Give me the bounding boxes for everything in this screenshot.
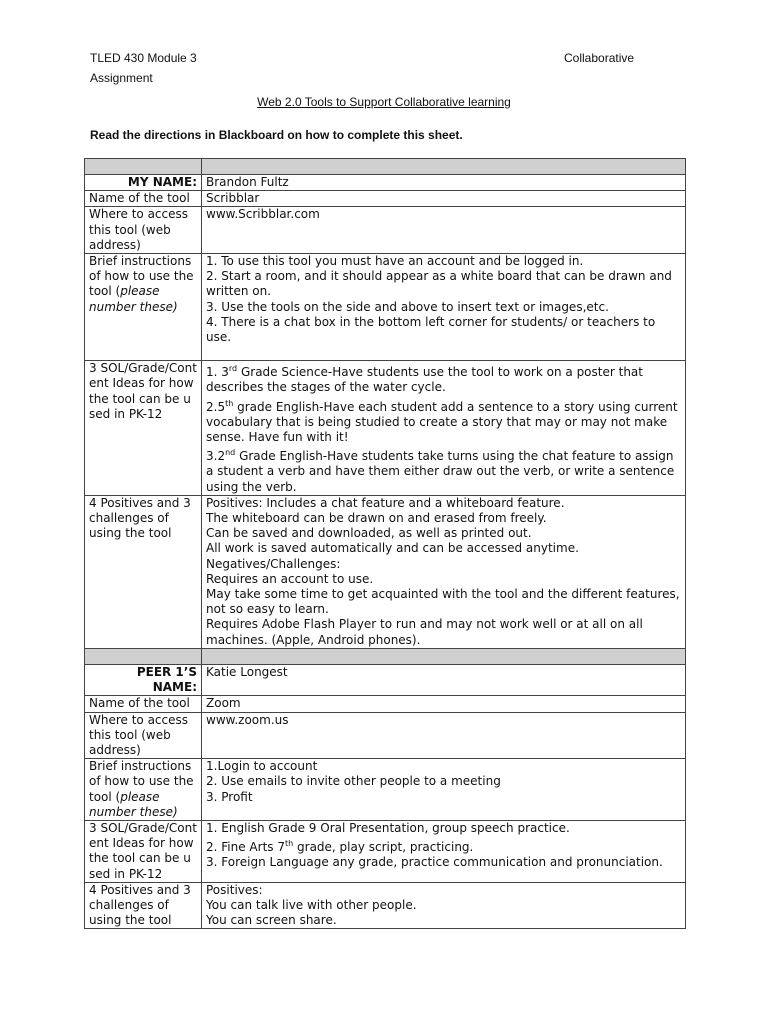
where-label: Where to access this tool (web address) [85, 207, 202, 254]
where-value: www.Scribblar.com [202, 207, 686, 254]
header-course [90, 48, 197, 88]
row-my-name [85, 175, 686, 191]
row-peer1-sol [85, 820, 686, 882]
peer1-tool-value: Zoom [202, 696, 686, 712]
positive-line: You can talk live with other people. [206, 897, 417, 912]
my-name-label: MY NAME: [85, 175, 202, 191]
row-peer1-where [85, 712, 686, 759]
instruction-line: 1.Login to account [206, 759, 318, 774]
header-assignment-type: Collaborative [564, 51, 635, 65]
sol-line: 1. 3rd Grade Science-Have students use the tool to work on a poster that describes the stages of the water cycle. [206, 364, 643, 395]
positives-label: 4 Positives and 3 challenges of using the tool [85, 495, 202, 648]
header-course-line2: Assignment [90, 71, 153, 85]
peer1-instructions-value [202, 759, 686, 821]
positive-line: Requires Adobe Flash Player to run and may not work well or at all on all machines. (Apple, Android phones). [206, 617, 643, 647]
row-where [85, 207, 686, 254]
row-peer1-positives [85, 882, 686, 929]
instruction-line: 2. Use emails to invite other people to a meeting [206, 774, 501, 789]
sol-line: 3.2nd Grade English-Have students take turns using the chat feature to assign a student a verb and have them either draw out the verb, or write a sentence using the verb. [206, 448, 675, 494]
peer1-name-value: Katie Longest [202, 664, 686, 695]
sol-label: 3 SOL/Grade/Content Ideas for how the tool can be used in PK-12 [85, 820, 202, 882]
positives-value [202, 495, 686, 648]
section-divider [85, 159, 686, 175]
positive-line: The whiteboard can be drawn on and erased from freely. [206, 511, 547, 526]
instruction-line: 1. To use this tool you must have an account and be logged in. [206, 254, 584, 269]
instruction-line: 4. There is a chat box in the bottom left corner for students/ or teachers to use. [206, 314, 656, 345]
instructions-value [202, 254, 686, 361]
row-peer1-name [85, 664, 686, 695]
row-instructions [85, 254, 686, 361]
instruction-line: 2. Start a room, and it should appear as a white board that can be drawn and written on. [206, 269, 672, 299]
peer1-where-value: www.zoom.us [202, 712, 686, 759]
peer1-name-label: PEER 1’S NAME: [85, 664, 202, 695]
document-title [0, 95, 768, 109]
positive-line: Positives: Includes a chat feature and a whiteboard feature. [206, 495, 565, 510]
peer1-positives-value [202, 882, 686, 929]
directions-text: Read the directions in Blackboard on how to complete this sheet. [90, 128, 463, 142]
tool-name-label: Name of the tool [85, 696, 202, 712]
sol-line: 3. Foreign Language any grade, practice communication and pronunciation. [206, 855, 663, 870]
positives-label: 4 Positives and 3 challenges of using the tool [85, 882, 202, 929]
row-peer1-tool-name [85, 696, 686, 712]
tool-name-value: Scribblar [202, 191, 686, 207]
instructions-label: Brief instructions of how to use the tool (please number these) [85, 759, 202, 821]
instruction-line: 3. Use the tools on the side and above to insert text or images,etc. [206, 299, 609, 314]
positive-line: Negatives/Challenges: [206, 556, 341, 571]
row-positives [85, 495, 686, 648]
tool-table [84, 158, 686, 929]
row-tool-name [85, 191, 686, 207]
sol-line: 1. English Grade 9 Oral Presentation, group speech practice. [206, 820, 570, 835]
where-label: Where to access this tool (web address) [85, 712, 202, 759]
sol-value [202, 361, 686, 496]
peer1-sol-value [202, 820, 686, 882]
sol-label: 3 SOL/Grade/Content Ideas for how the tool can be used in PK-12 [85, 361, 202, 496]
sol-line: 2. Fine Arts 7th grade, play script, practicing. [206, 839, 474, 855]
row-sol [85, 361, 686, 496]
section-divider [85, 648, 686, 664]
positive-line: Can be saved and downloaded, as well as printed out. [206, 526, 532, 541]
instructions-label: Brief instructions of how to use the tool (please number these) [85, 254, 202, 361]
positive-line: Requires an account to use. [206, 571, 374, 586]
positive-line: May take some time to get acquainted with the tool and the different features, not so easy to learn. [206, 587, 680, 617]
positive-line: Positives: [206, 882, 263, 897]
positive-line: You can screen share. [206, 913, 337, 928]
sol-line: 2.5th grade English-Have each student add a sentence to a story using current vocabulary that is being studied to create a story that may or may not make sense. Have fun with it! [206, 398, 678, 445]
header-course-line1: TLED 430 Module 3 [90, 51, 197, 65]
tool-name-label: Name of the tool [85, 191, 202, 207]
my-name-value: Brandon Fultz [202, 175, 686, 191]
document-title-text: Web 2.0 Tools to Support Collaborative learning [257, 95, 511, 109]
positive-line: All work is saved automatically and can be accessed anytime. [206, 541, 579, 556]
row-peer1-instructions [85, 759, 686, 821]
instruction-line: 3. Profit [206, 789, 253, 804]
